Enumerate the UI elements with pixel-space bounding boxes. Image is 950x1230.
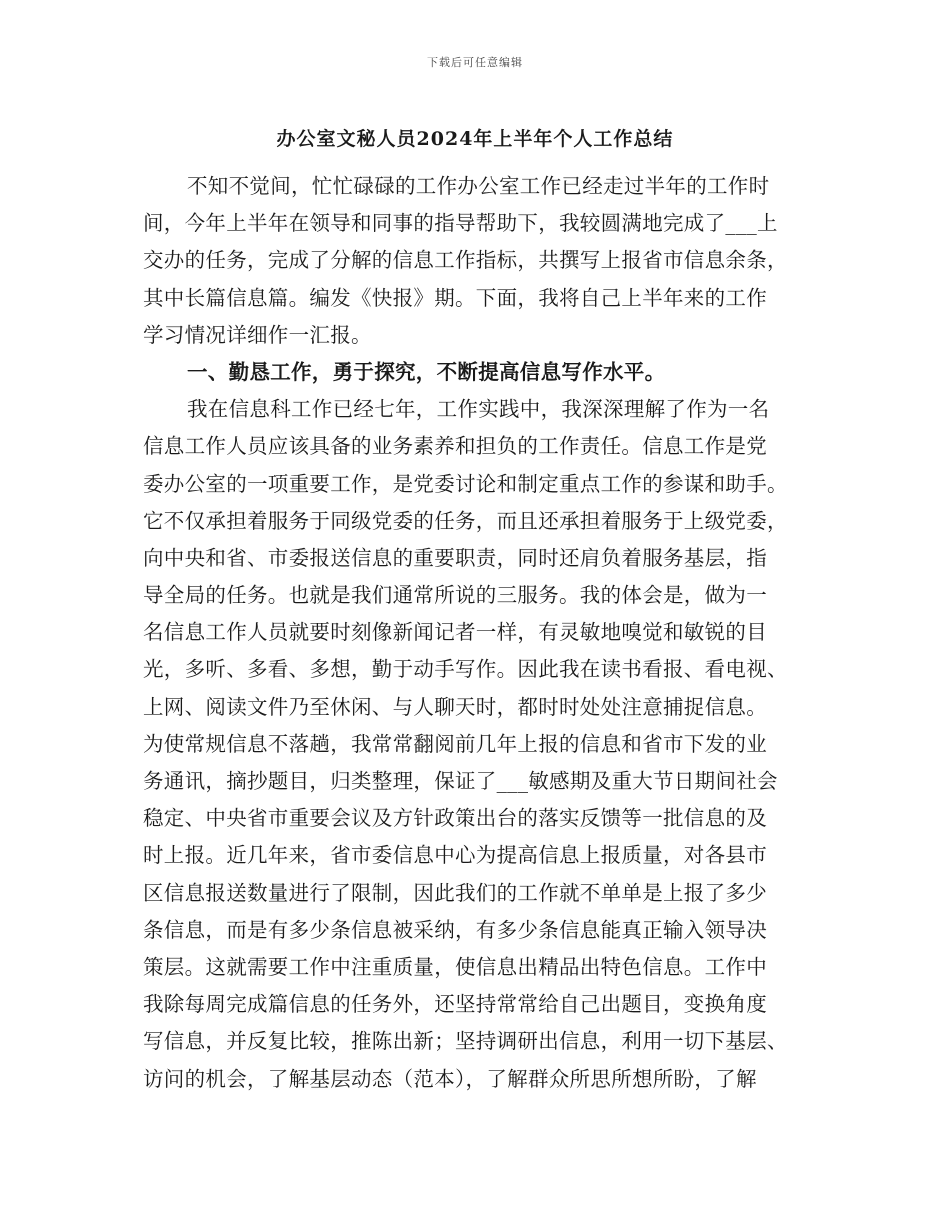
body-text-line: 不知不觉间，忙忙碌碌的工作办公室工作已经走过半年的工作时: [187, 174, 770, 198]
body-text-line: 向中央和省、市委报送信息的重要职责，同时还肩负着服务基层，指: [143, 545, 767, 570]
body-text-line: 交办的任务，完成了分解的信息工作指标，共撰写上报省市信息余条，: [143, 248, 788, 273]
body-text-line: 光，多听、多看、多想，勤于动手写作。因此我在读书看报、看电视、: [143, 657, 788, 682]
body-text-line: 我除每周完成篇信息的任务外，还坚持常常给自己出题目，变换角度: [143, 992, 767, 1017]
body-text-line: 委办公室的一项重要工作，是党委讨论和制定重点工作的参谋和助手。: [143, 471, 788, 496]
body-text-line: 写信息，并反复比较，推陈出新；坚持调研出信息，利用一切下基层、: [143, 1029, 788, 1054]
body-text-line: 它不仅承担着服务于同级党委的任务，而且还承担着服务于上级党委，: [143, 508, 788, 533]
body-text-line: 导全局的任务。也就是我们通常所说的三服务。我的体会是，做为一: [143, 583, 767, 608]
body-text-line: 访问的机会，了解基层动态（范本），了解群众所思所想所盼，了解: [143, 1066, 757, 1091]
body-text-line: 名信息工作人员就要时刻像新闻记者一样，有灵敏地嗅觉和敏锐的目: [143, 620, 767, 645]
header-note: 下载后可任意编辑: [427, 56, 523, 69]
document-title: 办公室文秘人员2024年上半年个人工作总结: [276, 128, 674, 150]
body-text-line: 策层。这就需要工作中注重质量，使信息出精品出特色信息。工作中: [143, 954, 767, 979]
body-text-line: 条信息，而是有多少条信息被采纳，有多少条信息能真正输入领导决: [143, 917, 767, 942]
body-text-line: 稳定、中央省市重要会议及方针政策出台的落实反馈等一批信息的及: [143, 806, 767, 831]
body-text-line: 区信息报送数量进行了限制，因此我们的工作就不单单是上报了多少: [143, 880, 767, 905]
body-text-line: 间，今年上半年在领导和同事的指导帮助下，我较圆满地完成了___上: [143, 211, 778, 236]
document-body: [143, 168, 811, 1098]
body-text-line: 我在信息科工作已经七年，工作实践中，我深深理解了作为一名: [187, 397, 770, 422]
body-text-line: 学习情况详细作一汇报。: [143, 322, 372, 347]
body-text-line: 上网、阅读文件乃至休闲、与人聊天时，都时时处处注意捕捉信息。: [143, 694, 767, 719]
body-text-line: 信息工作人员应该具备的业务素养和担负的工作责任。信息工作是党: [143, 434, 767, 459]
body-text-line: 时上报。近几年来，省市委信息中心为提高信息上报质量，对各县市: [143, 843, 767, 868]
section-heading-line: 一、勤恳工作，勇于探究，不断提高信息写作水平。: [187, 359, 666, 384]
body-text-line: 为使常规信息不落趟，我常常翻阅前几年上报的信息和省市下发的业: [143, 731, 767, 756]
body-text-line: 务通讯，摘抄题目，归类整理，保证了___敏感期及重大节日期间社会: [143, 769, 778, 793]
body-text-line: 其中长篇信息篇。编发《快报》期。下面，我将自己上半年来的工作: [143, 285, 767, 310]
